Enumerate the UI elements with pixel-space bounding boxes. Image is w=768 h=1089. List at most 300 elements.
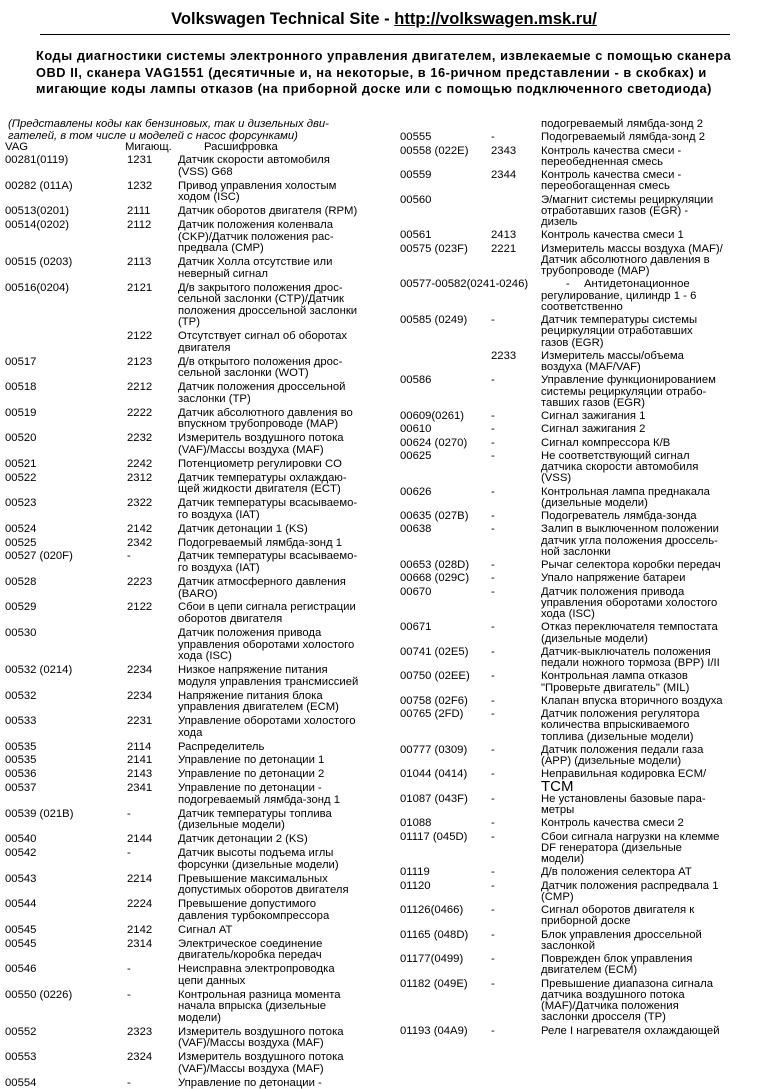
code-description: допустимых оборотов двигателя [178,884,349,897]
code-description: Подогреватель лямбда-зонда [541,510,697,522]
code-description: Д/в открытого положения дрос- [178,355,343,368]
code-vag: 00653 (028D) [400,559,470,571]
code-vag: 00609(0261) [400,410,465,422]
code-vag: 00524 [5,522,37,535]
code-description: Залип в выключенном положении [541,523,719,536]
code-description: хода (ISC) [541,608,595,620]
code-vag: 00586 [400,374,432,387]
code-blink: - [491,131,495,144]
column-header-desc: Расшифровка [204,141,278,153]
code-blink: 2144 [127,833,153,846]
code-description: (BARO) [178,587,218,600]
code-description: Контрольная разница момента [178,988,341,1001]
code-vag: 00626 [400,485,432,498]
code-description: Измеритель массы/объема [541,349,684,362]
code-description: неверный сигнал [178,267,268,280]
code-description: заслонкой [541,939,596,952]
code-vag: 00777 (0309) [400,743,468,756]
code-blink: - [491,830,495,843]
code-description: оборотов двигателя [178,613,283,625]
code-description: Клапан впуска вторичного воздуха [541,694,723,707]
code-description: газов (EGR) [541,336,604,349]
code-vag: 00520 [5,432,37,445]
code-description: Датчик положения распредвала 1 [541,879,719,892]
code-description: датчика скорости автомобиля [541,461,699,473]
code-description: предвала (CMP) [178,242,264,255]
code-description: Управление оборотами холостого [178,715,356,727]
code-description: Управление по детонации 1 [178,754,325,767]
code-description: заслонки дросселя (TP) [541,1011,666,1024]
header-divider [40,34,730,35]
code-description: количества впрыскиваемого [541,719,690,732]
code-description: системы рециркуляции отрабо- [541,385,707,398]
code-description: воздуха (MAF/VAF) [541,361,641,373]
code-blink: 2121 [127,281,153,294]
code-blink: - [491,792,495,805]
code-vag: 00515 (0203) [5,256,73,268]
code-vag: 01119 [400,866,430,879]
code-blink: - [491,670,495,683]
code-description: топлива (дизельные модели) [541,730,694,743]
code-description: двигателя [178,341,231,354]
code-blink: - [491,928,495,941]
code-blink: - [127,1076,131,1089]
code-blink: 2122 [127,330,153,343]
code-description: управления двигателем (ECM) [178,701,339,714]
code-description: Превышение допустимого [178,898,316,911]
code-blink: 2141 [127,754,153,767]
code-blink: - [127,807,131,820]
code-description: управления оборотами холостого [178,638,355,651]
code-description: Управление по детонации - [178,782,322,795]
code-vag: 00671 [400,621,432,634]
code-vag: 00544 [5,898,37,911]
code-description: Измеритель воздушного потока [178,432,344,445]
code-description: Напряжение питания блока [178,689,323,702]
code-vag: 00765 (2FD) [400,708,464,720]
code-blink: - [127,847,131,860]
code-blink: - [491,743,495,756]
code-blink: 2123 [127,355,153,368]
code-description: соответственно [541,300,623,313]
code-description: метры [541,804,575,816]
code-vag: 00536 [5,768,37,781]
code-description: Антидетонационное [584,278,690,291]
code-blink: - [491,436,495,449]
code-blink: - [566,278,570,291]
code-vag: 00545 [5,923,37,936]
code-description: Датчик температуры всасываемо- [178,497,358,510]
code-description: Датчик положения дроссельной [178,381,346,394]
code-description: Контрольная лампа преднакала [541,485,710,498]
code-vag: 00537 [5,782,37,795]
code-vag: 00532 [5,689,37,702]
code-blink: 2114 [127,740,152,753]
code-vag: 00577-00582(0241-0246) [400,278,529,291]
code-description: Датчик температуры охлаждаю- [178,471,347,484]
code-description: регулирование, цилиндр 1 - 6 [541,289,697,302]
code-blink: - [491,559,495,571]
code-vag: 00513(0201) [5,205,70,217]
code-description: Датчик температуры топлива [178,807,332,820]
code-vag: 00530 [5,626,37,639]
code-vag: 00281(0119) [5,154,69,166]
code-description: Датчик абсолютного давления во [178,406,353,419]
code-description: Д/в положения селектора AT [541,866,692,879]
code-vag: 00552 [5,1025,37,1038]
code-description: приборной доске [541,915,631,928]
code-vag: 00670 [400,585,432,598]
code-description: управления оборотами холостого [541,596,718,609]
code-vag: 00624 (0270) [400,436,468,449]
code-description: ной заслонки [541,545,611,558]
code-description: Контроль качества смеси 2 [541,817,684,830]
code-description: Сигнал зажигания 1 [541,410,646,422]
code-vag: 00559 [400,169,432,181]
code-description: Превышение диапазона сигнала [541,977,714,990]
code-description: дизель [541,216,578,228]
code-vag: 00535 [5,740,37,753]
code-vag: 00546 [5,963,37,975]
code-description: двигателем (ECM) [541,964,638,977]
code-description: Д/в закрытого положения дрос- [178,281,343,294]
code-description: цепи данных [178,974,246,987]
code-description: Не установлены базовые пара- [541,792,706,805]
code-blink: 2142 [127,923,153,936]
code-description: хода (ISC) [178,650,232,663]
code-description: Сигнал оборотов двигателя к [541,904,695,916]
code-vag: 01120 [400,879,431,892]
code-blink: - [491,410,495,422]
code-description: Датчик скорости автомобиля [178,154,330,166]
code-description: Распределитель [178,740,265,753]
code-vag: 00560 [400,193,432,206]
code-description: Датчик температуры системы [541,314,698,326]
code-description: переобедненная смесь [541,155,663,168]
code-blink: - [127,963,131,975]
code-description: Датчик положения коленвала [178,218,334,231]
code-blink: - [491,904,495,916]
note-line: (Представлены коды как бензиновых, так и дизельных дви- [8,118,329,130]
code-blink: - [491,423,495,436]
code-description: Э/магнит системы рециркуляции [541,193,714,206]
code-blink: - [491,953,495,965]
code-vag: 00545 [5,937,37,950]
code-description: Датчик положения привода [541,585,685,598]
code-description: Управление по детонации - [178,1076,322,1089]
code-description: Подогреваемый лямбда-зонд 2 [541,131,706,144]
code-vag: 00522 [5,471,37,484]
code-blink: - [491,694,495,707]
code-vag: 00529 [5,601,37,614]
code-blink: 2111 [127,205,151,217]
code-description: трубопроводе (MAP) [541,265,650,277]
code-description: начала впрыска (дизельные [178,1000,326,1013]
code-vag: 00542 [5,847,37,860]
code-blink: 2214 [127,872,153,885]
code-vag: 00523 [5,497,37,510]
code-blink: 2222 [127,406,153,419]
code-description: Отказ переключателя темпостата [541,621,718,634]
code-vag: 00585 (0249) [400,314,468,326]
code-blink: 2312 [127,471,153,484]
code-description: (VAF)/Массы воздуха (MAF) [178,1037,324,1050]
code-description: Контрольная лампа отказов [541,670,688,683]
code-vag: 00610 [400,423,432,436]
code-vag: 00543 [5,872,37,885]
code-description: Отсутствует сигнал об оборотах [178,330,348,343]
code-description: Датчик оборотов двигателя (RPM) [178,205,358,217]
code-blink: 1231 [127,154,153,166]
code-vag: 01044 (0414) [400,768,468,781]
code-blink: - [491,523,495,536]
code-blink: - [491,621,495,634]
code-description: Реле I нагревателя охлаждающей [541,1024,720,1037]
code-vag: 00519 [5,406,37,419]
code-blink: 2242 [127,457,153,470]
code-description: Датчик атмосферного давления [178,575,346,588]
code-vag: 00532 (0214) [5,664,73,676]
code-vag: 01117 (045D) [400,830,468,843]
code-description: подогреваемый лямбда-зонд 2 [541,118,704,130]
code-vag: 00516(0204) [5,281,70,294]
code-description: модуля управления трансмиссией [178,675,359,688]
code-blink: - [127,550,131,563]
code-description: Измеритель массы воздуха (MAF)/ [541,242,723,255]
code-blink: 2342 [127,536,153,549]
code-blink: 2231 [127,715,153,727]
code-description: Не соответствующий сигнал [541,449,690,462]
code-description: заслонки (TP) [178,392,251,405]
code-description: датчик угла положения дроссель- [541,534,718,547]
code-description: положения дроссельной заслонки [178,304,358,317]
code-blink: 2341 [127,782,153,795]
code-vag: 01126(0466) [400,904,464,916]
code-description: Датчик детонации 1 (KS) [178,522,308,535]
code-description: TCM [541,777,574,795]
code-vag: 00528 [5,575,37,588]
code-vag: 00668 (029C) [400,572,470,585]
code-description: Превышение максимальных [178,872,328,885]
code-description: Сигнал зажигания 2 [541,423,646,436]
code-vag: 00741 (02E5) [400,645,469,658]
code-vag: 00539 (021B) [5,807,74,820]
code-vag: 00540 [5,833,37,846]
code-blink: - [491,645,495,658]
code-description: Контроль качества смеси - [541,169,682,181]
code-description: Датчик высоты подъема иглы [178,847,334,860]
code-description: (дизельные модели) [541,632,648,645]
code-description: впускном трубопроводе (MAP) [178,418,339,431]
code-description: (MAF)/Датчика положения [541,1000,679,1012]
code-description: модели) [541,853,584,865]
code-description: Потенциометр регулировки CO [178,457,342,470]
code-blink: 2233 [491,349,517,362]
code-description: "Проверьте двигатель" (MIL) [541,681,690,694]
code-description: (VSS) G68 [178,165,233,178]
code-description: Подогреваемый лямбда-зонд 1 [178,536,343,549]
code-blink: 2234 [127,664,153,676]
code-description: Блок управления дроссельной [541,928,702,941]
code-blink: - [491,314,495,326]
code-blink: 2142 [127,522,153,535]
code-description: тавших газов (EGR) [541,396,645,409]
code-blink: - [127,988,131,1001]
code-blink: 2143 [127,768,153,781]
code-vag: 01182 (049E) [400,977,468,990]
site-header [0,8,768,30]
code-description: педали ножного тормоза (BPP) I/II [541,657,720,669]
code-description: (TP) [178,316,200,329]
code-description: щей жидкости двигателя (ECT) [178,483,341,496]
code-vag: 00555 [400,131,432,144]
code-description: подогреваемый лямбда-зонд 1 [178,793,341,806]
code-blink: 2221 [491,242,517,255]
code-blink: 2113 [127,256,152,268]
code-vag: 00635 (027B) [400,510,469,522]
code-blink: 2122 [127,601,153,614]
code-description: сельной заслонки (CTP)/Датчик [178,293,345,306]
code-description: Измеритель воздушного потока [178,1025,344,1038]
code-blink: - [491,977,495,990]
code-blink: - [491,485,495,498]
code-vag: 01177(0499) [400,953,464,965]
code-vag: 01193 (04A9) [400,1024,468,1037]
code-blink: 2212 [127,381,153,394]
code-vag: 00561 [400,229,432,242]
code-vag: 01165 (048D) [400,928,469,941]
code-description: датчика воздушного потока [541,988,685,1001]
column-header-vag: VAG [5,141,29,153]
code-description: Электрическое соединение [178,937,323,950]
note-line: гателей, в том числе и моделей с насос форсунками) [8,130,298,142]
code-description: давления турбокомпрессора [178,909,330,922]
code-description: форсунки (дизельные модели) [178,858,339,871]
code-blink: - [491,1024,495,1037]
code-description: го воздуха (IAT) [178,508,260,521]
code-description: (CMP) [541,890,574,903]
code-description: Датчик положения привода [178,626,322,639]
code-description: двигатель/коробка передач [178,949,322,962]
code-description: Неправильная кодировка ECM/ [541,768,707,781]
code-blink: 2324 [127,1051,153,1064]
code-vag: 00553 [5,1051,37,1064]
column-header-blink: Мигающ. [125,141,172,153]
code-description: Датчик положения регулятора [541,708,700,720]
code-description: Контроль качества смеси - [541,144,682,157]
code-description: Неисправна электропроводка [178,963,335,975]
code-blink: - [491,768,495,781]
code-description: Сбои сигнала нагрузки на клемме [541,830,720,843]
code-description: хода [178,726,203,739]
code-vag: 00550 (0226) [5,988,73,1001]
code-description: (APP) (дизельные модели) [541,755,682,767]
code-vag: 00517 [5,355,37,368]
code-description: го воздуха (IAT) [178,562,260,574]
code-blink: 2112 [127,218,152,231]
code-description: (VAF)/Массы воздуха (MAF) [178,443,324,456]
code-vag: 00558 (022E) [400,144,469,157]
code-description: (дизельные модели) [541,496,648,509]
code-vag: 00514(0202) [5,218,70,231]
code-description: Сигнал компрессора К/В [541,436,671,449]
code-blink: 2323 [127,1025,153,1038]
code-blink: - [491,572,495,585]
code-description: Датчик положения педали газа [541,743,704,756]
code-vag: 00535 [5,754,37,767]
code-blink: - [491,879,495,892]
code-blink: 2234 [127,689,153,702]
code-blink: 2344 [491,169,517,181]
code-blink: - [491,817,495,830]
code-vag: 00575 (023F) [400,242,468,255]
code-description: Привод управления холостым [178,179,337,192]
code-description: (CKP)/Датчик положения рас- [178,230,334,243]
code-description: Датчик температуры всасываемо- [178,550,358,563]
code-description: Рычаг селектора коробки передач [541,559,721,571]
code-description: (VSS) [541,472,572,485]
code-vag: 00521 [5,457,37,470]
code-blink: - [491,449,495,462]
code-description: отработавших газов (EGR) - [541,204,689,217]
code-description: DF генератора (дизельные [541,841,682,854]
code-description: ходом (ISC) [178,191,240,204]
code-blink: 2232 [127,432,153,445]
code-blink: - [491,866,495,879]
code-vag: 00554 [5,1076,37,1089]
code-description: Сбои в цепи сигнала регистрации [178,601,356,614]
code-description: сельной заслонки (WOT) [178,367,309,380]
code-blink: 1232 [127,179,153,192]
code-description: (VAF)/Массы воздуха (MAF) [178,1062,324,1075]
code-blink: - [491,585,495,598]
code-vag: 00527 (020F) [5,550,73,563]
site-header-prefix: Volkswagen Technical Site - [171,10,395,28]
code-description: Сигнал AT [178,923,233,936]
code-description: Контроль качества смеси 1 [541,229,684,242]
code-vag: 00518 [5,381,37,394]
code-vag: 00758 (02F6) [400,694,468,707]
code-blink: 2343 [491,144,517,157]
code-description: Измеритель воздушного потока [178,1051,344,1064]
code-description: Низкое напряжение питания [178,664,328,676]
code-blink: 2322 [127,497,153,510]
code-vag: 00282 (011A) [5,179,73,192]
code-vag: 00525 [5,536,37,549]
code-description: Датчик детонации 2 (KS) [178,833,308,846]
code-description: Датчик абсолютного давления в [541,253,710,266]
code-description: Управление функционированием [541,374,716,387]
code-description: Управление по детонации 2 [178,768,325,781]
code-vag: 00625 [400,449,432,462]
code-vag: 01088 [400,817,432,830]
site-url-link[interactable]: http://volkswagen.msk.ru/ [394,10,597,28]
code-description: Датчик Холла отсутствие или [178,256,333,268]
code-blink: - [491,510,495,522]
code-blink: - [491,708,495,720]
code-blink: - [491,374,495,387]
code-description: модели) [178,1011,221,1024]
code-description: рециркуляции отработавших [541,325,693,338]
document-title: Коды диагностики системы электронного управления двигателем, извлекаемые с помощью сканера OBD II, сканера VAG1551 (десятичные и, на некоторые, в 16-ричном представлении - в скобках) и мигающие коды лампы отказов (на приборной доске или с помощью подключенного светодиода) [36,48,732,96]
code-blink: 2223 [127,575,153,588]
code-vag: 00638 [400,523,432,536]
code-description: (дизельные модели) [178,819,285,832]
code-description: Упало напряжение батареи [541,572,686,585]
code-description: переобогащенная смесь [541,180,670,193]
code-vag: 00750 (02EE) [400,670,470,683]
code-vag: 00533 [5,715,37,727]
